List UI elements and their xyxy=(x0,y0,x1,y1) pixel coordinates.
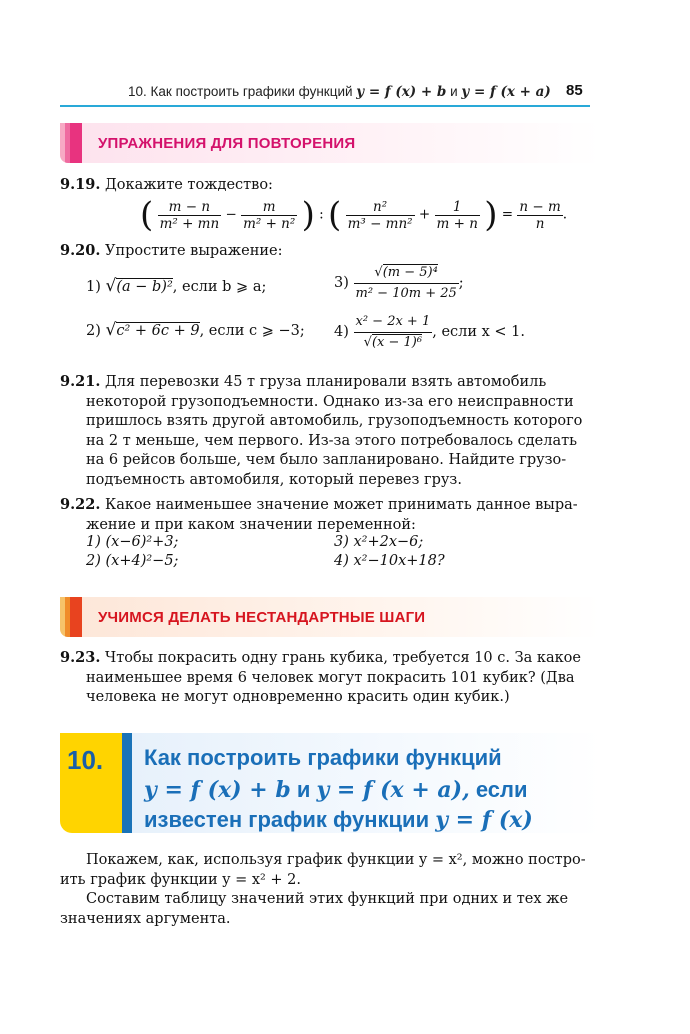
running-head-num: 10. xyxy=(128,84,147,99)
header-rule xyxy=(60,105,590,107)
item-9-22-1: 1) (x−6)²+3; xyxy=(86,534,179,550)
section-title-line-2: y = f (x) + b и y = f (x + a), если xyxy=(144,777,528,803)
item-9-20-1: 1) √(a − b)², если b ⩾ a; xyxy=(86,276,267,296)
banner-stripes xyxy=(60,597,82,637)
exercise-9-19 xyxy=(60,175,273,196)
fraction-d: $\frac{1}{m + n}$ xyxy=(436,198,478,232)
item-9-20-2: 2) √c² + 6c + 9, если c ⩾ −3; xyxy=(86,320,305,340)
identity-formula: ( $\frac{m - n}{\text{m² + mn}}$ − $\frac{m}{\text{m² + n²}}$ ) : ( $\frac{\text{n²}}{\text{m³ − mn²}}$ + $\frac{1}{m + n}$ ) = $\frac{n - m}{n}$ . xyxy=(140,195,568,235)
exercise-9-21: 9.21. Для перевозки 45 т груза планировали взять автомобиль некоторой грузоподъемности. Однако из-за его неисправности пришлось взять другой автомобиль, грузоподъемность которого на 2 т меньше, чем первого. Из-за этого потребовалось сделать на 6 рейсов больше, чем было запланировано. Найдите грузо- подъемность автомобиля, который перевез груз. xyxy=(60,373,583,488)
heading-accent-bar xyxy=(122,733,132,833)
page-number: 85 xyxy=(566,82,583,99)
section-banner-review xyxy=(60,123,600,163)
exercise-text: Докажите тождество: xyxy=(104,177,273,193)
fraction-a: $\frac{m - n}{\text{m² + mn}}$ xyxy=(159,198,220,232)
section-title-line-3: известен график функции y = f (x) xyxy=(144,807,533,833)
running-head-text: Как построить графики функций xyxy=(150,84,353,99)
banner-stripes xyxy=(60,123,82,163)
running-head-formula-1: y = f (x) + b xyxy=(356,84,447,100)
section-10-heading xyxy=(60,733,533,833)
banner-title: УЧИМСЯ ДЕЛАТЬ НЕСТАНДАРТНЫЕ ШАГИ xyxy=(98,609,426,626)
item-9-20-4: 4) $\frac{\text{x² − 2x + 1}}{\text{√(x − 1)⁶}}$ , если x < 1. xyxy=(334,314,526,350)
section-number: 10. xyxy=(67,745,104,775)
running-head-and: и xyxy=(450,84,458,99)
body-paragraph-1: Покажем, как, используя график функции y = x², можно постро- ить график функции y = x² + 2. xyxy=(60,852,586,888)
section-banner-nonstandard xyxy=(60,597,600,637)
exercise-9-22: 9.22. Какое наименьшее значение может принимать данное выра- жение и при каком значении переменной: xyxy=(60,496,578,533)
section-title-line-1: Как построить графики функций xyxy=(144,745,502,770)
fraction-c: $\frac{\text{n²}}{\text{m³ − mn²}}$ xyxy=(347,198,413,232)
running-head-formula-2: y = f (x + a) xyxy=(461,84,551,100)
exercise-number: 9.19. xyxy=(60,176,101,193)
fraction-result: $\frac{n - m}{n}$ xyxy=(519,198,561,232)
exercise-9-23: 9.23. Чтобы покрасить одну грань кубика, требуется 10 с. За какое наименьшее время 6 человек могут покрасить 101 кубик? (Два человека не могут одновременно красить один кубик.) xyxy=(60,649,581,705)
exercise-number: 9.20. xyxy=(60,242,101,259)
item-9-22-3: 3) x²+2x−6; xyxy=(334,534,424,550)
running-head xyxy=(128,84,551,100)
banner-title: УПРАЖНЕНИЯ ДЛЯ ПОВТОРЕНИЯ xyxy=(98,135,356,152)
item-9-20-3: 3) $\frac{\text{√(m − 5)⁴}}{\text{m² − 10m + 25}}$ ; xyxy=(334,265,464,301)
fraction-b: $\frac{m}{\text{m² + n²}}$ xyxy=(243,198,296,232)
item-9-22-2: 2) (x+4)²−5; xyxy=(86,553,179,569)
item-9-22-4: 4) x²−10x+18? xyxy=(334,553,445,569)
exercise-text: Упростите выражение: xyxy=(104,243,283,259)
body-paragraph-2: Составим таблицу значений этих функций при одних и тех же значениях аргумента. xyxy=(60,891,569,927)
exercise-9-20 xyxy=(60,241,283,262)
